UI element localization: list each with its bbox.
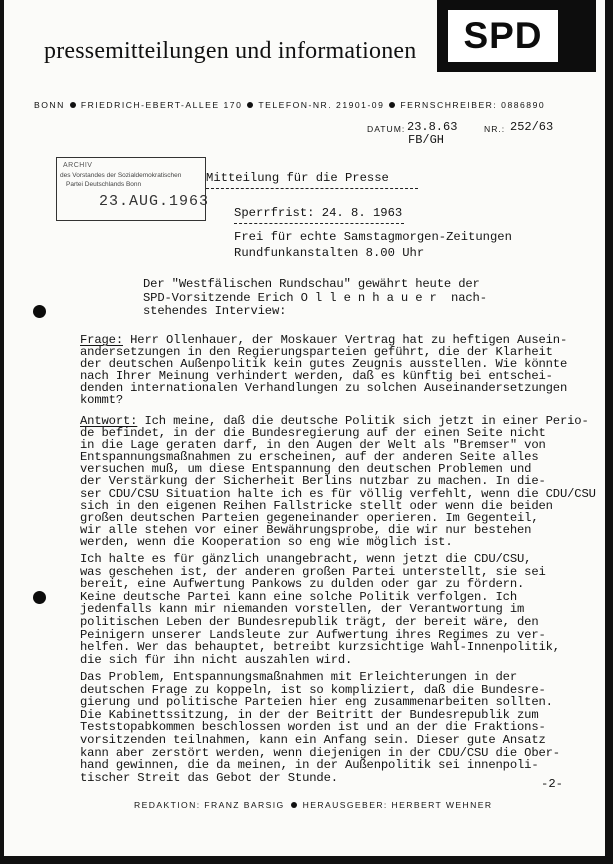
antwort-line: in die Lage geraten darf, in den Augen der Welt als "Bremser" von [80,438,546,453]
antwort-line: wir alle stehen vor einer Bewährungsprobe, die wir nur bestehen [80,522,532,537]
para2-line: bereit, eine Aufwertung Pankows zu dulden oder gar zu fördern. [80,577,525,592]
antwort-line: de befindet, in der die Bundesregierung auf der einen Seite nicht [80,426,546,441]
frage-first-line: Herr Ollenhauer, der Moskauer Vertrag hat zu heftigen Ausein- [122,333,568,347]
nr-value: 252/63 [510,120,554,134]
frage-label: Frage: [80,333,123,347]
release-heading: Mitteilung für die Presse [206,171,389,185]
frage-line: nach Ihrer Meinung verhindert werden, daß es künftig bei entschei- [80,369,553,384]
archive-stamp [56,157,210,221]
address-street: FRIEDRICH-EBERT-ALLEE 170 [80,100,243,110]
intro-block [143,278,487,319]
para2-line: Peinigern unserer Landsleute zur Aufwertung ihres Regimes zu ver- [80,627,546,642]
para3-line: kann aber zerstört werden, wenn diejenigen in der CDU/CSU die Ober- [80,745,560,760]
address-city: BONN [34,100,65,110]
heading-underline [206,188,418,189]
scan-edge-right [605,0,613,864]
paragraph-2 [80,553,560,666]
para3-line: Das Problem, Entspannungsmaßnahmen mit Erleichterungen in der [80,670,517,684]
bullet-dot [70,102,76,108]
stamp-line1: ARCHIV [63,162,93,169]
antwort-first-line: Ich meine, daß die deutsche Politik sich jetzt in einer Perio- [137,414,589,428]
stamp-line2: des Vorstandes der Sozialdemokratischen [60,172,182,179]
para2-line: politischen Leben der Bundesrepublik trägt, der bereit wäre, den [80,614,539,629]
para2-line: helfen. Wer das behauptet, betreibt kurzsichtige Wahl-Innenpolitik, [80,640,560,655]
footer-line [134,800,492,810]
antwort-line: der Verstärkung der Sicherheit Berlins nutzbar zu machen. In die- [80,474,546,489]
sperrfrist-underline [234,223,404,224]
para3-line: Die Kabinettssitzung, in der der Beitritt der Bundesrepublik zum [80,707,539,722]
antwort-line: Entspannungsmaßnahmen zu erscheinen, auf der anderen Seite alles [80,450,539,465]
para2-line: die sich für ihn nicht auszahlen wird. [80,652,353,667]
logo-inner [448,10,558,62]
antwort-line: ser CDU/CSU Situation halte ich es für völlig verfehlt, wenn die CDU/CSU [80,486,596,501]
stamp-line3: Partei Deutschlands Bonn [66,181,142,188]
initials: FB/GH [408,133,445,147]
punch-hole [33,591,46,604]
para3-line: Teststopabkommen beschlossen worden ist und an der die Fraktions- [80,720,546,735]
intro-line: SPD-Vorsitzende Erich O l l e n h a u e r nach- [143,290,487,305]
antwort-block [80,415,596,548]
para2-line: jedenfalls kann mir niemanden vorstellen, der Verantwortung im [80,602,525,617]
para3-line: deutschen Frage zu koppeln, ist so kompliziert, daß die Bundesre- [80,682,546,697]
frage-line: der deutschen Außenpolitik kein gutes Zeugnis ausstellen. Wie könnte [80,357,568,372]
address-phone: TELEFON-NR. 21901-09 [258,100,385,110]
para2-line: Ich halte es für gänzlich unangebracht, wenn jetzt die CDU/CSU, [80,552,532,566]
para3-line: vorsitzenden teilnahmen, kann ein Anfang sein. Dieser gute Ansatz [80,732,546,747]
datum-value: 23.8.63 [407,120,458,134]
address-line [34,100,545,110]
para2-line: Keine deutsche Partei kann eine solche Politik verfolgen. Ich [80,589,517,604]
para3-line: gierung und politische Parteien hier eng zusammenarbeiten sollten. [80,695,553,710]
antwort-line: werden, wenn die Kooperation so eng wie möglich ist. [80,534,453,549]
frage-block [80,334,567,407]
footer-publisher: HERAUSGEBER: HERBERT WEHNER [302,800,493,810]
spd-logo [437,0,596,72]
stamp-date: 23.AUG.1963 [99,193,210,210]
intro-line: stehendes Interview: [143,304,287,318]
release-note-line1: Frei für echte Samstagmorgen-Zeitungen [234,230,512,244]
page-marker: -2- [541,777,563,791]
para3-line: hand gewinnen, die da meinen, in der Außenpolitik sei innenpoli- [80,758,539,773]
antwort-label: Antwort: [80,414,138,428]
frage-line: andersetzungen in den Regierungsparteien geführt, die der Klarheit [80,345,553,360]
frage-line: denden internationalen Verhandlungen zu solchen Auseinandersetzungen [80,381,568,396]
footer-editor: REDAKTION: FRANZ BARSIG [134,800,285,810]
para3-line: tischer Streit das Gebot der Stunde. [80,770,338,785]
frage-line: kommt? [80,393,123,408]
scan-edge-bottom [0,856,613,864]
logo-text: SPD [463,15,543,56]
para2-line: was geschehen ist, der anderen großen Partei unterstellt, sie sei [80,564,546,579]
release-note-line2: Rundfunkanstalten 8.00 Uhr [234,246,425,260]
bullet-dot [247,102,253,108]
bullet-dot [291,802,297,808]
punch-hole [33,305,46,318]
sperrfrist: Sperrfrist: 24. 8. 1963 [234,206,403,220]
bullet-dot [389,102,395,108]
masthead-title: pressemitteilungen und informationen [44,38,417,64]
address-telex: FERNSCHREIBER: 0886890 [400,100,546,110]
nr-label: NR.: [484,124,506,134]
paragraph-3 [80,671,560,784]
antwort-line: versuchen muß, um diese Entspannung den deutschen Problemen und [80,462,532,477]
intro-line: Der "Westfälischen Rundschau" gewährt heute der [143,277,480,291]
antwort-line: großen deutschen Parteien gegeneinander operieren. Im Gegenteil, [80,510,539,525]
antwort-line: sich in den eigenen Reihen Fallstricke stellt oder wenn die beiden [80,498,553,513]
scan-edge-left [0,0,4,864]
datum-label: DATUM: [367,124,406,134]
